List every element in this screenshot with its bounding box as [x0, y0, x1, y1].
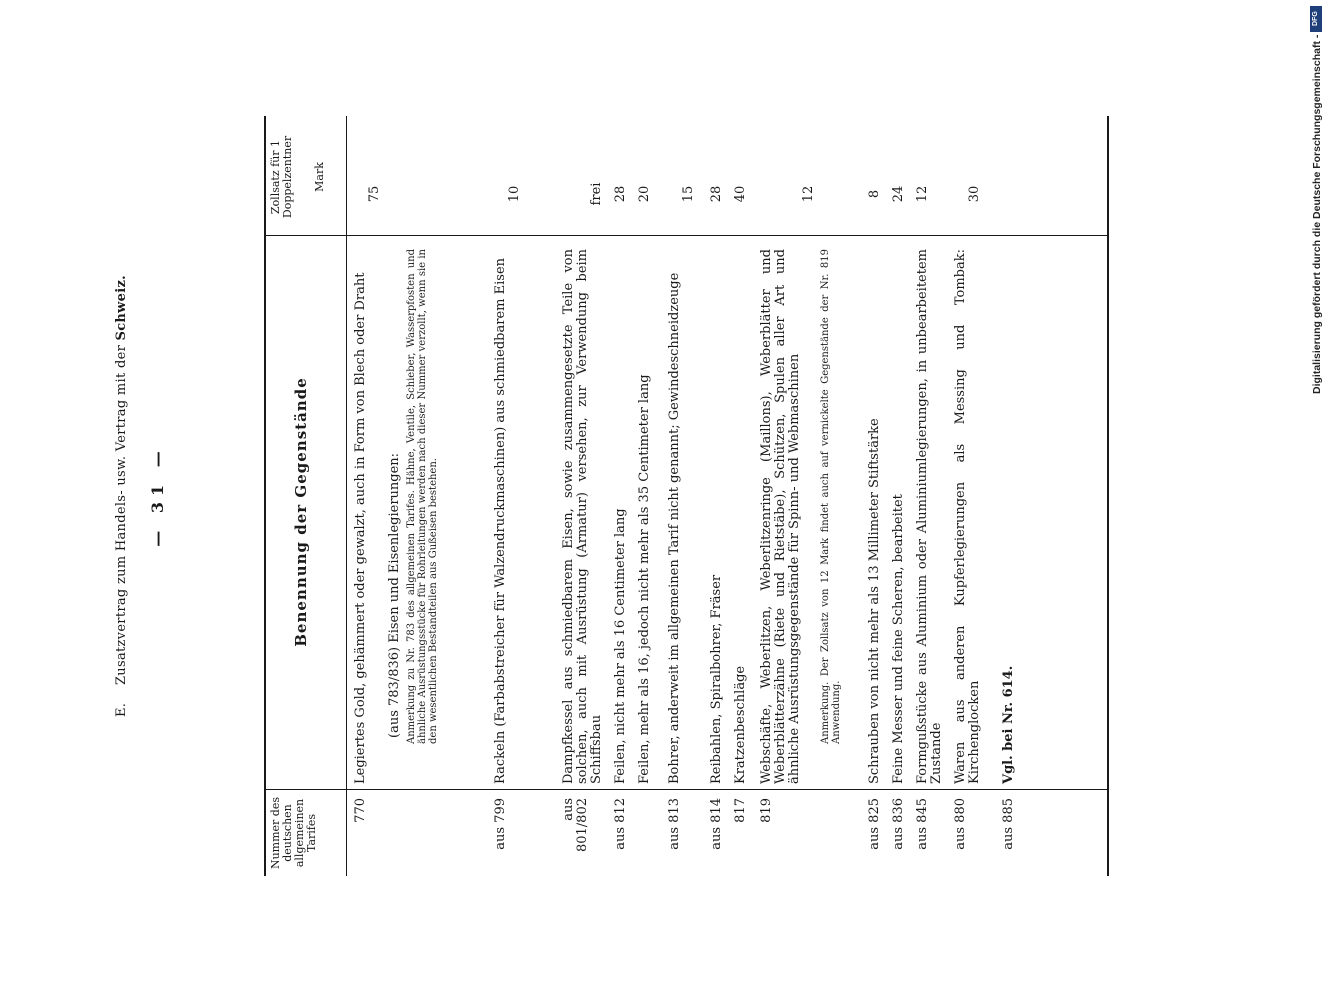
- rate-value: 24: [891, 185, 906, 203]
- item-description: Reibahlen, Spiralbohrer, Fräser: [709, 574, 724, 784]
- rate-value: 12: [915, 185, 930, 203]
- item-description: Bohrer, anderweit im allgemeinen Tarif nicht genannt; Gewindeschneidzeuge: [667, 272, 682, 784]
- tariff-number: aus 845: [915, 798, 930, 850]
- rate-value: 40: [733, 185, 748, 203]
- item-description: Webschäfte, Weberlitzen, Weberlitzenringe (Maillons), Weberblätter und Weberblätterzähne (Riete und Rietstäbe), Schützen, Spulen aller Art und ähnliche Ausrüstungsgegenstände für Spinn- und Webmaschinen: [759, 249, 802, 784]
- running-header: [114, 116, 129, 876]
- item-description: Schrauben von nicht mehr als 13 Millimeter Stiftstärke: [867, 418, 882, 784]
- header-description: Benennung der Gegenstände: [292, 377, 310, 647]
- item-note: Anmerkung. Der Zollsatz von 12 Mark findet auch auf vernickelte Gegenstände der Nr. 819 Anwendung.: [820, 249, 842, 744]
- item-description: (aus 783/836) Eisen und Eisenlegierungen:: [387, 452, 402, 738]
- running-header-country: Schweiz.: [114, 275, 129, 341]
- rate-value: 8: [867, 189, 882, 199]
- rate-value: 12: [801, 185, 816, 203]
- item-description: Dampfkessel aus schmiedbarem Eisen, sowie zusammengesetzte Teile von solchen, auch mit Ausrüstung (Armatur) versehen, zur Verwendung beim Schiffsbau: [561, 249, 604, 784]
- item-description: Legiertes Gold, gehämmert oder gewalzt, auch in Form von Blech oder Draht: [353, 272, 368, 784]
- item-description: Rackeln (Farbabstreicher für Walzendruckmaschinen) aus schmiedbarem Eisen: [493, 257, 508, 784]
- item-note: Anmerkung zu Nr. 783 des allgemeinen Tarifes. Hähne, Ventile, Schieber, Wasserpfosten und ähnliche Ausrüstungsstücke für Rohrleitungen werden nach dieser Nummer verzollt, wenn sie in den wesentlichen Bestandteilen aus Gußeisen bestehen.: [406, 249, 439, 744]
- tariff-number: aus 836: [891, 798, 906, 850]
- rate-value: 30: [967, 185, 982, 203]
- item-description: Feine Messer und feine Scheren, bearbeitet: [891, 494, 906, 784]
- column-divider-1: [264, 789, 1109, 790]
- tariff-number: aus 801/802: [561, 798, 590, 853]
- rate-value: 28: [613, 185, 628, 203]
- column-divider-2: [264, 235, 1109, 236]
- item-description: Formgußstücke aus Aluminium oder Aluminiumlegierungen, in unbearbeitetem Zustande: [915, 249, 944, 784]
- page-number: — 31 —: [148, 445, 167, 547]
- running-header-title: Zusatzvertrag zum Handels- usw. Vertrag mit der: [114, 344, 129, 686]
- tariff-number: aus 812: [613, 798, 628, 850]
- item-description: Vgl. bei Nr. 614.: [1001, 665, 1016, 784]
- item-description: Kratzenbeschläge: [733, 665, 748, 784]
- table-bottom-rule: [1107, 116, 1109, 876]
- item-description: Waren aus anderen Kupferlegierungen als Messing und Tombak: Kirchenglocken: [953, 249, 982, 784]
- rate-value: 28: [709, 185, 724, 203]
- item-description: Feilen, mehr als 16, jedoch nicht mehr als 35 Centimeter lang: [637, 374, 652, 784]
- header-number: Nummer des deutschen allgemeinen Tarifes: [269, 796, 318, 870]
- running-header-prefix: E.: [114, 702, 129, 717]
- tariff-number: aus 813: [667, 798, 682, 850]
- table-top-rule: [264, 116, 266, 876]
- tariff-number: 770: [353, 798, 368, 823]
- tariff-number: aus 814: [709, 798, 724, 850]
- tariff-number: 819: [759, 798, 774, 823]
- rate-value: 75: [367, 185, 382, 203]
- tariff-table: [264, 116, 1109, 876]
- rotated-page: [114, 116, 1114, 876]
- tariff-number: aus 885: [1001, 798, 1016, 850]
- rate-value: frei: [589, 182, 604, 206]
- tariff-number: 817: [733, 798, 748, 823]
- tariff-number: aus 825: [867, 798, 882, 850]
- tariff-number: aus 880: [953, 798, 968, 850]
- item-description: Feilen, nicht mehr als 16 Centimeter lang: [613, 508, 628, 784]
- digitization-note: Digitalisierung gefördert durch die Deutsche Forschungsgemeinschaft -: [1311, 34, 1323, 394]
- table-header-rule: [346, 116, 347, 876]
- rate-value: 15: [681, 185, 696, 203]
- header-rate-unit: Mark: [313, 162, 326, 192]
- rate-value: 10: [507, 185, 522, 203]
- rate-value: 20: [637, 185, 652, 203]
- header-rate: Zollsatz für 1 Doppelzentner: [269, 135, 294, 219]
- dfg-logo: DFG: [1310, 6, 1322, 32]
- tariff-number: aus 799: [493, 798, 508, 850]
